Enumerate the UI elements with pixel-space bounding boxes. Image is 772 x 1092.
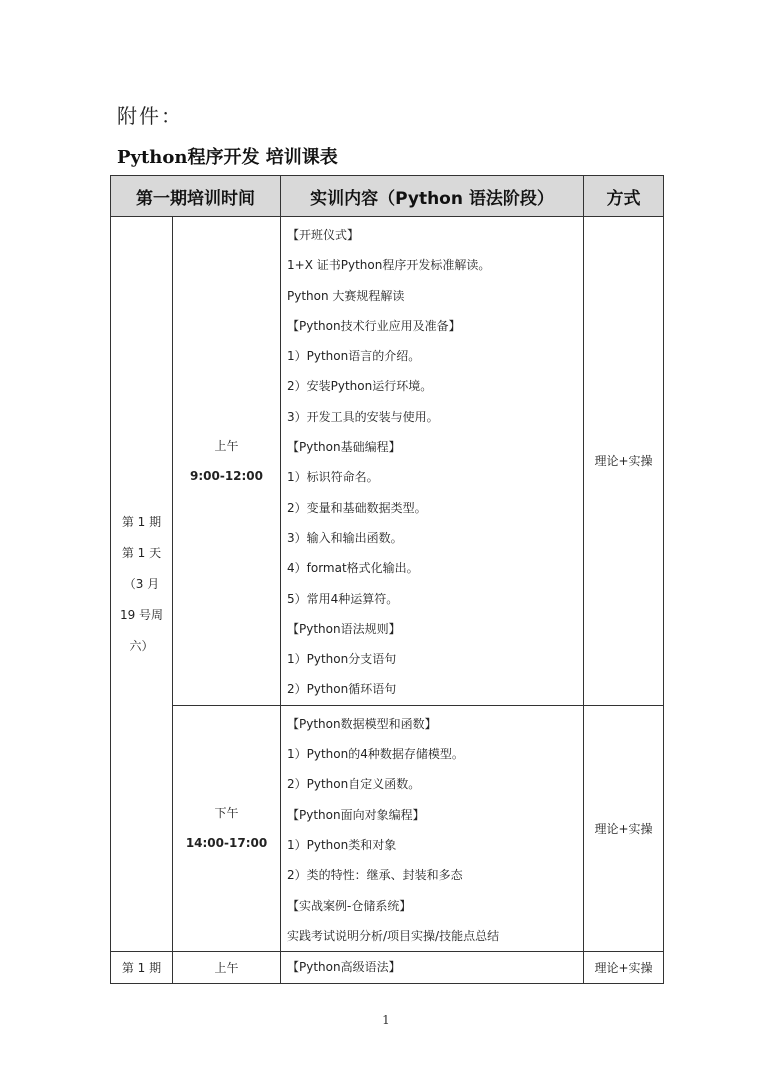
time-cell-day2: 上午	[173, 952, 281, 984]
content-cell-morning	[281, 217, 584, 706]
period-line: 六）	[129, 638, 154, 653]
header-method: 方式	[584, 176, 664, 217]
schedule-table	[110, 175, 664, 984]
period-line: 第 1 期	[121, 514, 162, 529]
session-time: 14:00-17:00	[185, 836, 268, 851]
method-cell-morning: 理论+实操	[584, 217, 664, 706]
content-line: 4）format格式化输出。	[287, 561, 419, 576]
content-line: 【Python基础编程】	[287, 440, 401, 455]
content-line: 【实战案例-仓储系统】	[287, 898, 412, 913]
content-line: 1）标识符命名。	[287, 470, 379, 485]
content-line: 【开班仪式】	[287, 228, 360, 242]
period-line: 第 1 天	[121, 545, 162, 560]
content-line: 2）安装Python运行环境。	[287, 379, 433, 394]
time-cell-afternoon	[173, 705, 281, 951]
document-title: Python程序开发 培训课表	[117, 147, 338, 168]
session-label: 上午	[214, 438, 239, 453]
content-line: 【Python语法规则】	[287, 621, 401, 636]
content-line: 2）变量和基础数据类型。	[287, 500, 427, 515]
content-line: 3）输入和输出函数。	[287, 530, 403, 545]
content-cell-afternoon	[281, 705, 584, 951]
content-line: 2）Python自定义函数。	[287, 777, 421, 792]
content-line: 2）类的特性：继承、封装和多态	[287, 868, 463, 883]
table-row	[111, 217, 664, 706]
session-label: 下午	[214, 806, 239, 821]
content-line: 【Python技术行业应用及准备】	[287, 318, 461, 333]
method-cell-day2: 理论+实操	[584, 952, 664, 984]
time-cell-morning	[173, 217, 281, 706]
content-line: 1）Python分支语句	[287, 652, 397, 667]
period-cell	[111, 217, 173, 952]
content-line: 【Python高级语法】	[287, 960, 401, 975]
content-cell-day2	[281, 952, 584, 984]
session-time: 9:00-12:00	[189, 468, 264, 483]
content-line: 【Python面向对象编程】	[287, 807, 425, 822]
content-line: 实践考试说明分析/项目实操/技能点总结	[287, 928, 500, 943]
header-row	[111, 176, 664, 217]
content-line: 1）Python语言的介绍。	[287, 349, 421, 364]
table-row	[111, 952, 664, 984]
page-number: 1	[382, 1013, 390, 1027]
content-line: 2）Python循环语句	[287, 682, 397, 697]
method-cell-afternoon: 理论+实操	[584, 705, 664, 951]
period-line: 19 号周	[119, 607, 164, 622]
period-line: （3 月	[123, 576, 160, 591]
content-line: 1）Python的4种数据存储模型。	[287, 747, 464, 762]
content-line: 1）Python类和对象	[287, 837, 397, 852]
content-line: 3）开发工具的安装与使用。	[287, 409, 439, 424]
header-content: 实训内容（Python 语法阶段）	[281, 176, 584, 217]
period-cell-day2: 第 1 期	[111, 952, 173, 984]
content-line: 5）常用4种运算符。	[287, 591, 399, 606]
content-line: Python 大赛规程解读	[287, 288, 405, 303]
content-line: 1+X 证书Python程序开发标准解读。	[287, 258, 491, 273]
table-row	[111, 705, 664, 951]
header-time: 第一期培训时间	[111, 176, 281, 217]
annex-label: 附件：	[117, 104, 183, 128]
content-line: 【Python数据模型和函数】	[287, 716, 437, 731]
